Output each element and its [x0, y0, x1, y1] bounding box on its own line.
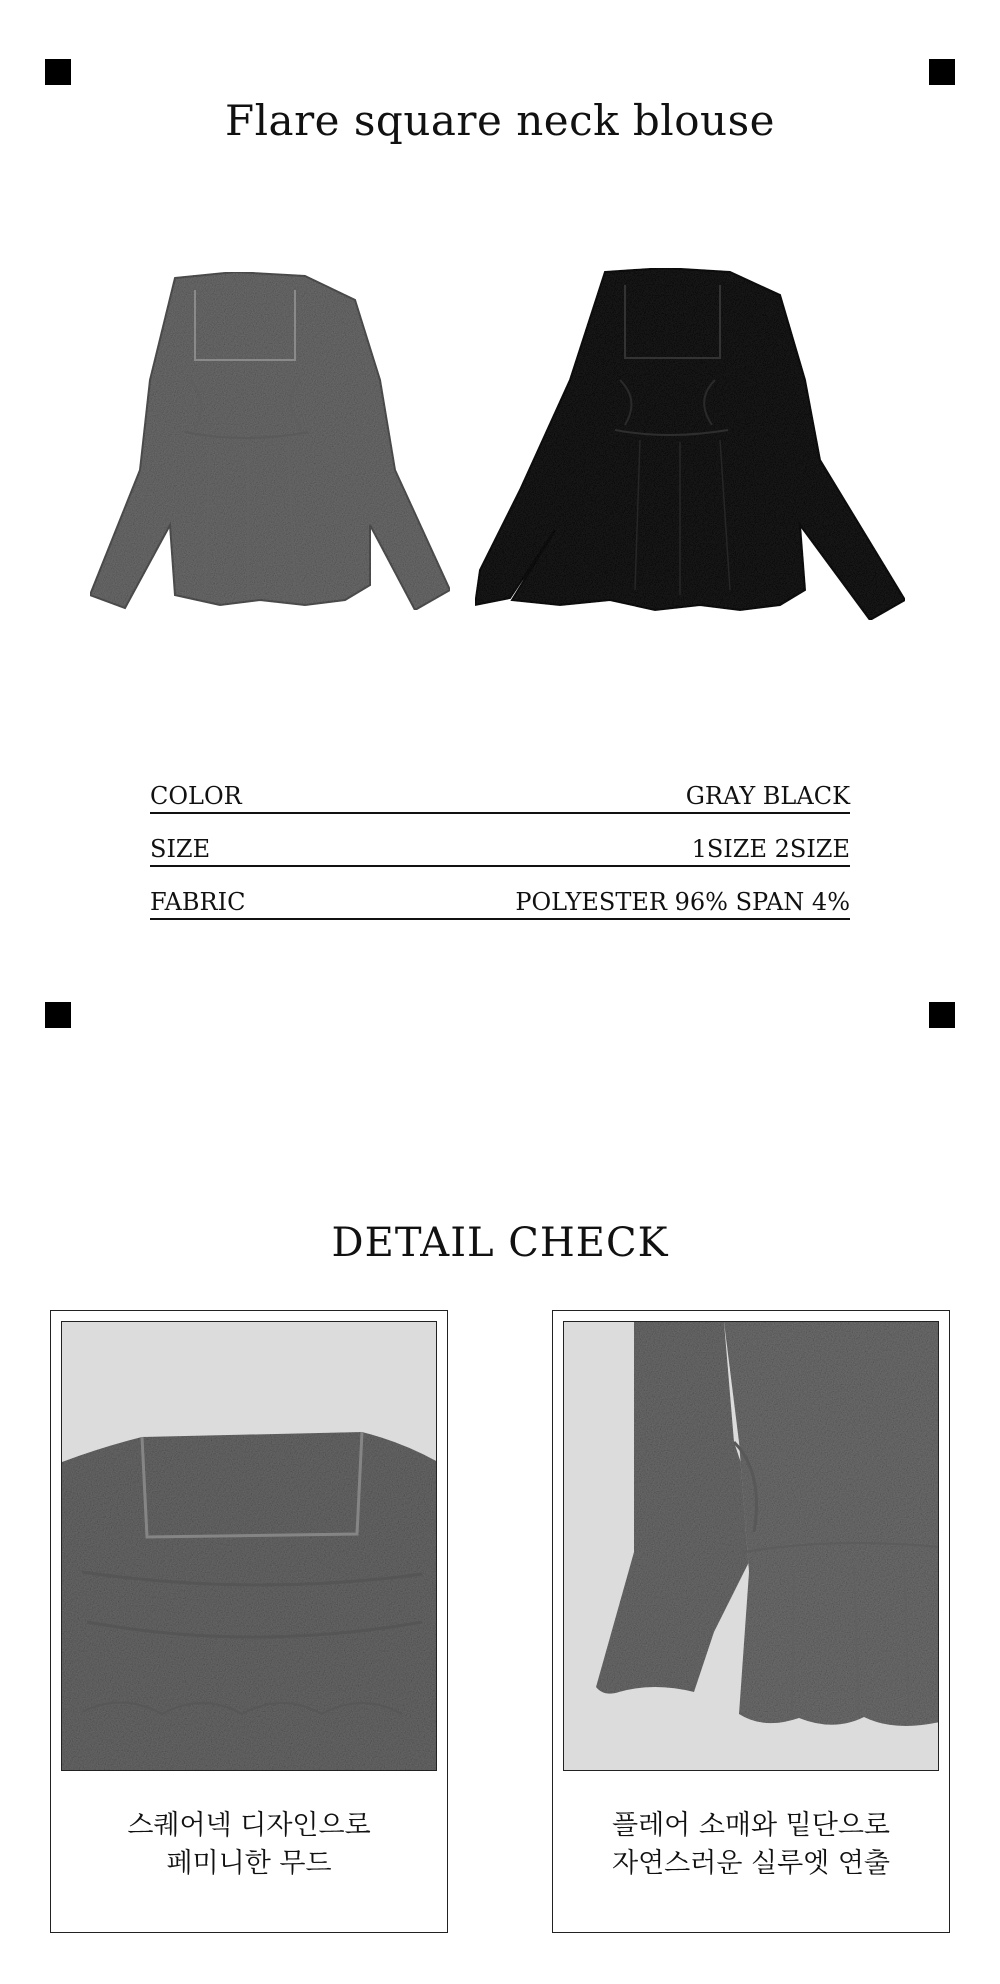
spec-label: COLOR: [150, 782, 242, 810]
neckline-detail-photo: [61, 1321, 437, 1771]
caption-line-1: 플레어 소매와 밑단으로: [612, 1810, 890, 1841]
product-photo: [80, 260, 920, 640]
sleeve-detail-photo: [563, 1321, 939, 1771]
detail-caption: [553, 1807, 949, 1883]
corner-mark-bottom-left: [45, 1002, 71, 1028]
caption-line-2: 자연스러운 실루엣 연출: [612, 1848, 890, 1879]
spec-table: [150, 768, 850, 927]
spec-label: FABRIC: [150, 888, 246, 916]
detail-caption: [51, 1807, 447, 1883]
caption-line-1: 스퀘어넥 디자인으로: [127, 1810, 371, 1841]
spec-value: 1SIZE 2SIZE: [691, 835, 850, 863]
product-title: Flare square neck blouse: [224, 96, 775, 145]
spec-row-color: [150, 768, 850, 814]
black-blouse-icon: [475, 268, 905, 620]
corner-mark-top-right: [929, 59, 955, 85]
spec-value: POLYESTER 96% SPAN 4%: [515, 888, 850, 916]
spec-row-size: [150, 821, 850, 867]
caption-line-2: 페미니한 무드: [166, 1848, 332, 1879]
corner-mark-bottom-right: [929, 1002, 955, 1028]
spec-row-fabric: [150, 874, 850, 920]
gray-blouse-icon: [90, 272, 450, 610]
detail-check-title: DETAIL CHECK: [331, 1220, 669, 1266]
detail-card-sleeve: [552, 1310, 950, 1933]
detail-card-neckline: [50, 1310, 448, 1933]
spec-value: GRAY BLACK: [685, 782, 850, 810]
spec-label: SIZE: [150, 835, 211, 863]
corner-mark-top-left: [45, 59, 71, 85]
